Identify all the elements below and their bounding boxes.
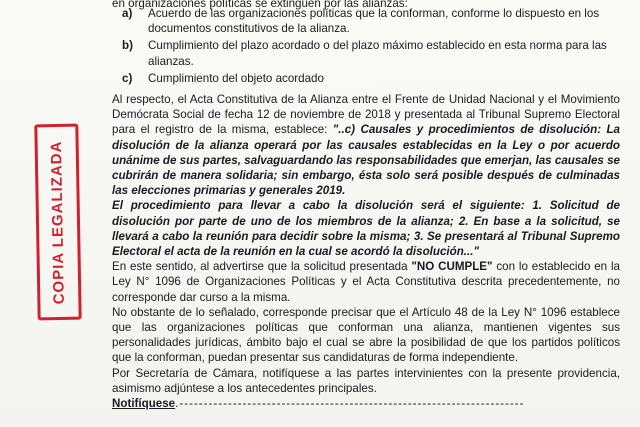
- cut-off-line: en organizaciones políticas se extinguen por las alianzas:: [112, 0, 408, 10]
- list-label: b): [122, 39, 133, 53]
- stamp-text: COPIA LEGALIZADA: [48, 139, 68, 305]
- paragraph-acta-quote: "..c) Causales y procedimientos de disolución: La disolución de la alianza operará por las causales establecidas en la Ley o por acuerdo unánime de sus partes, salvaguardando las responsabilidades que emerjan, las causales se cubrirán de manera solidaria; sin embargo, ésta solo será posible después de culminadas las elecciones primarias y generales 2019.: [112, 123, 620, 198]
- paragraph-acta-intro: Al respecto, el Acta Constitutiva de la Alianza entre el Frente de Unidad Nacional y el Movimiento Demócrata Social de fecha 12 de noviembre de 2018 y presentada al Tribunal Supremo Electoral para el registro de la misma, establece:: [112, 93, 620, 137]
- list-label: c): [122, 71, 133, 85]
- paragraph-procedimiento: El procedimiento para llevar a cabo la disolución será el siguiente: 1. Solicitud de disolución por parte de uno de los miembros de la alianza; 2. En base a la solicitud, se llevará a cabo la reunión para decidir sobre la misma; 3. Se presentará al Tribunal Supremo Electoral el acta de la reunión en la cual se acordó la disolución...": [112, 199, 620, 259]
- list-item-c: [112, 71, 620, 86]
- list-label: a): [122, 7, 133, 20]
- paragraph-articulo-48: No obstante de lo señalado, corresponde precisar que el Artículo 48 de la Ley N° 1096 establece que las organizaciones políticas que conforman una alianza, mantienen vigentes sus personalidades jurídicas, ámbito bajo el cual se abre la posibilidad de que los partidos políticos que la conforman, puedan presentar sus candidaturas de forma independiente.: [112, 305, 620, 365]
- no-cumple-text: "NO CUMPLE": [411, 260, 493, 274]
- notify-dots: .-----------------------------------------------------------------------: [175, 397, 525, 411]
- paragraph-sentido: [112, 259, 620, 305]
- notify-line: [112, 396, 620, 411]
- paragraph-sentido-a: En este sentido, al advertirse que la solicitud presentada: [112, 260, 412, 274]
- paragraph-secretaria: Por Secretaría de Cámara, notifíquese a las partes intervinientes con la presente providencia, asimismo adjúntese a los antecedentes principales.: [112, 366, 620, 395]
- list-item-a: [112, 6, 620, 36]
- document-body: [112, 0, 620, 411]
- notify-label: Notifíquese: [112, 397, 176, 411]
- list-text: Cumplimiento del objeto acordado: [148, 71, 324, 85]
- list-text: Acuerdo de las organizaciones políticas que la conforman, conforme lo dispuesto en los documentos constitutivos de la alianza.: [148, 7, 600, 36]
- list-item-b: [112, 38, 620, 68]
- paragraph-sentido-b: con lo establecido en la Ley N° 1096 de Organizaciones Políticas y el Acta Constitutiva descrita precedentemente, no corresponde dar curso a la misma.: [112, 260, 620, 304]
- paragraph-acta: [112, 92, 620, 198]
- list-text: Cumplimiento del plazo acordado o del plazo máximo establecido en esta norma para las alianzas.: [148, 39, 607, 68]
- copia-legalizada-stamp: [34, 124, 81, 321]
